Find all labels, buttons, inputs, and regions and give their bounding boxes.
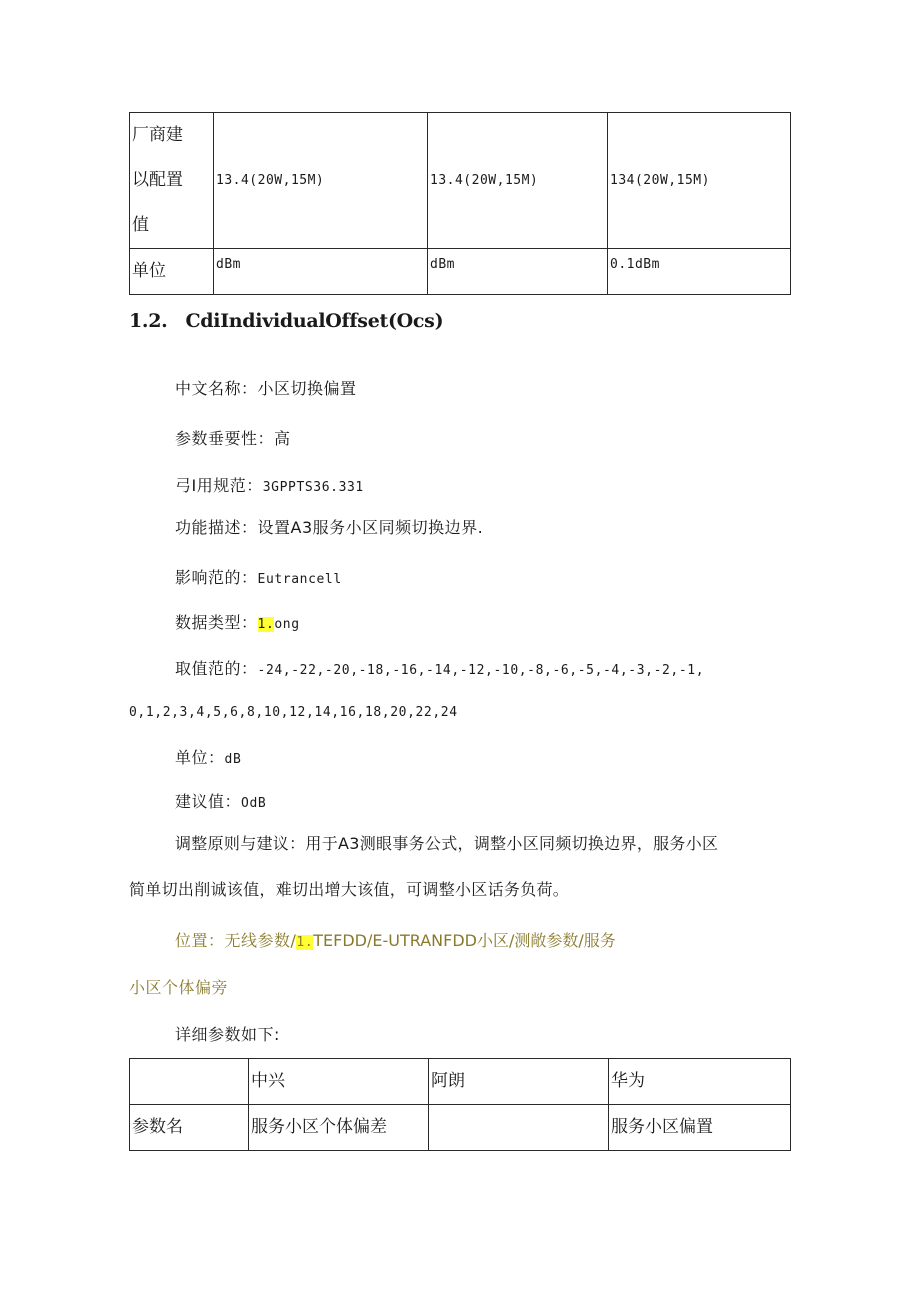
section-heading — [129, 310, 443, 332]
table-cell: 13.4(20W,15M) — [214, 113, 428, 249]
row-label: 单位 — [130, 249, 214, 295]
detail-intro: 详细参数如下: — [175, 1025, 280, 1044]
param-data-type: 数据类型：1.ong — [175, 613, 300, 632]
param-adjust-cont: 简单切出削诚该值，难切出增大该值，可调整小区话务负荷。 — [129, 880, 570, 899]
param-range: 取值范的：-24,-22,-20,-18,-16,-14,-12,-10,-8,-6,-5,-4,-3,-2,-1, — [175, 659, 705, 678]
table-cell — [429, 1105, 609, 1151]
param-unit: 单位：dB — [175, 748, 242, 767]
param-adjust: 调整原则与建议：用于A3测眼事务公式，调整小区同频切换边界，服务小区 — [175, 834, 719, 853]
highlight: 1. — [257, 617, 275, 632]
table-header-cell — [130, 1059, 249, 1105]
param-range-cont: 0,1,2,3,4,5,6,8,10,12,14,16,18,20,22,24 — [129, 705, 458, 720]
param-location: 位置：无线参数/1.TEFDD∕E-UTRANFDD小区/测敞参数/服务 — [175, 931, 616, 950]
param-function: 功能描述：设置A3服务小区同频切换边界. — [175, 518, 484, 537]
section-title: CdiIndividualOffset(Ocs) — [185, 310, 444, 332]
table-cell: 0.1dBm — [608, 249, 791, 295]
table-cell: 134(20W,15M) — [608, 113, 791, 249]
param-scope: 影响范的：Eutrancell — [175, 568, 342, 587]
table-header-cell: 华为 — [609, 1059, 791, 1105]
table-header-cell: 中兴 — [249, 1059, 429, 1105]
row-label: 厂商建 以配置 值 — [130, 113, 214, 249]
param-spec: 弓I用规范：3GPPTS36.331 — [175, 476, 364, 495]
table-row — [130, 249, 791, 295]
table-cell: dBm — [214, 249, 428, 295]
vendor-table — [129, 1058, 791, 1151]
param-cn-name: 中文名称：小区切换偏置 — [175, 379, 357, 398]
table-cell: 服务小区偏置 — [609, 1105, 791, 1151]
config-table — [129, 112, 791, 295]
table-cell: 13.4(20W,15M) — [428, 113, 608, 249]
table-cell: 参数名 — [130, 1105, 249, 1151]
table-row — [130, 1105, 791, 1151]
param-suggest: 建议值：OdB — [175, 792, 267, 811]
table-cell: 服务小区个体偏差 — [249, 1105, 429, 1151]
table-header-cell: 阿朗 — [429, 1059, 609, 1105]
param-importance: 参数垂要性：高 — [175, 429, 291, 448]
section-number: 1.2. — [129, 310, 168, 332]
table-row — [130, 113, 791, 249]
table-row — [130, 1059, 791, 1105]
highlight: 1. — [296, 935, 314, 950]
param-location-cont: 小区个体偏旁 — [129, 978, 229, 997]
table-cell: dBm — [428, 249, 608, 295]
